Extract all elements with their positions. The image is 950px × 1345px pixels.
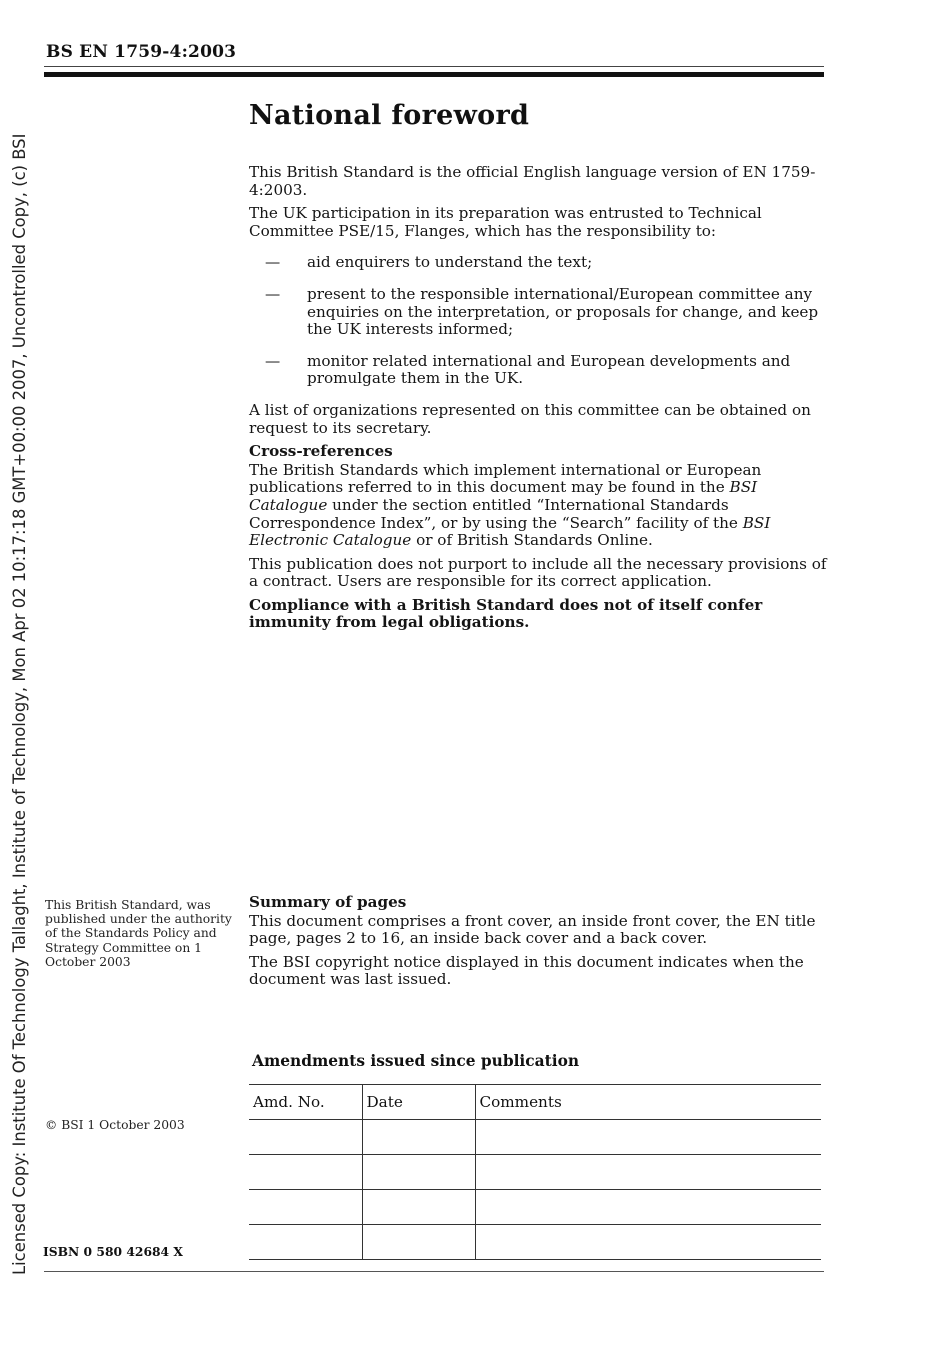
table-row bbox=[249, 1225, 821, 1260]
header-rule-thick bbox=[44, 72, 824, 77]
column-header-comments: Comments bbox=[475, 1085, 821, 1120]
table-cell bbox=[475, 1155, 821, 1190]
summary-paragraph-1: This document comprises a front cover, an inside front cover, the EN title page, pages 2 to 16, an inside back cover and a back cover. bbox=[249, 911, 816, 948]
summary-paragraph-2: The BSI copyright notice displayed in this document indicates when the document was last issued. bbox=[249, 952, 804, 989]
bsi-electronic-catalogue-title: BSI Electronic Catalogue bbox=[249, 513, 771, 550]
header-rule-thin bbox=[44, 66, 824, 67]
page-title: National foreword bbox=[249, 100, 530, 131]
committee-list-paragraph: A list of organizations represented on this committee can be obtained on request to its secretary. bbox=[249, 400, 811, 437]
table-cell bbox=[362, 1120, 475, 1155]
license-watermark: Licensed Copy: Institute Of Technology Tallaght, Institute of Technology, Mon Apr 02 10:17:18 GMT+00:00 2007, Uncontrolled Copy, (c) BSI bbox=[10, 133, 29, 1275]
copyright-notice: © BSI 1 October 2003 bbox=[45, 1118, 185, 1132]
table-cell bbox=[362, 1225, 475, 1260]
dash-bullet: — bbox=[265, 253, 281, 272]
table-cell bbox=[249, 1120, 362, 1155]
bsi-catalogue-title: BSI Catalogue bbox=[249, 478, 758, 514]
amendments-heading: Amendments issued since publication bbox=[252, 1052, 580, 1070]
summary-of-pages bbox=[249, 894, 829, 995]
list-item bbox=[249, 286, 829, 339]
list-item-text: monitor related international and European developments and promulgate them in the UK. bbox=[307, 351, 791, 388]
intro-paragraph-2: The UK participation in its preparation was entrusted to Technical Committee PSE/15, Flanges, which has the responsibility to: bbox=[249, 204, 762, 240]
list-item-text: aid enquirers to understand the text; bbox=[307, 253, 593, 272]
cross-ref-text: or of British Standards Online. bbox=[411, 531, 653, 550]
table-row bbox=[249, 1190, 821, 1225]
column-header-amd-no: Amd. No. bbox=[249, 1085, 362, 1120]
amendments-table bbox=[249, 1084, 821, 1260]
table-cell bbox=[475, 1225, 821, 1260]
table-cell bbox=[475, 1190, 821, 1225]
table-cell bbox=[362, 1155, 475, 1190]
publication-authority-note: This British Standard, was published under the authority of the Standards Policy and Strategy Committee on 1 October 2003 bbox=[45, 898, 232, 969]
table-header-row bbox=[249, 1085, 821, 1120]
responsibility-list bbox=[249, 254, 829, 388]
table-cell bbox=[249, 1155, 362, 1190]
column-header-date: Date bbox=[362, 1085, 475, 1120]
table-cell bbox=[249, 1225, 362, 1260]
table-cell bbox=[249, 1190, 362, 1225]
foreword-body bbox=[249, 164, 829, 638]
list-item-text: present to the responsible international/European committee any enquiries on the interpretation, or proposals for change, and keep the UK interests informed; bbox=[307, 284, 819, 339]
cross-ref-text: The British Standards which implement international or European publications referred to in this document may be found in the bbox=[249, 460, 762, 497]
list-item bbox=[249, 353, 829, 388]
intro-paragraph-1: This British Standard is the official English language version of EN 1759-4:2003. bbox=[249, 163, 816, 199]
standard-number: BS EN 1759-4:2003 bbox=[46, 42, 237, 62]
cross-references-heading: Cross-references bbox=[249, 442, 393, 461]
compliance-statement: Compliance with a British Standard does not of itself confer immunity from legal obligations. bbox=[249, 595, 763, 632]
cross-references-paragraph bbox=[249, 462, 829, 550]
table-row bbox=[249, 1120, 821, 1155]
footer-rule bbox=[44, 1271, 824, 1272]
dash-bullet: — bbox=[265, 351, 281, 370]
table-row bbox=[249, 1155, 821, 1190]
list-item bbox=[249, 254, 829, 272]
summary-heading: Summary of pages bbox=[249, 893, 407, 911]
isbn-number: ISBN 0 580 42684 X bbox=[43, 1244, 183, 1259]
table-cell bbox=[362, 1190, 475, 1225]
provisions-paragraph: This publication does not purport to include all the necessary provisions of a contract. Users are responsible for its correct application. bbox=[249, 554, 827, 591]
cross-ref-text: under the section entitled “International Standards Correspondence Index”, or by using the “Search” facility of the bbox=[249, 495, 743, 532]
table-cell bbox=[475, 1120, 821, 1155]
dash-bullet: — bbox=[265, 284, 281, 303]
